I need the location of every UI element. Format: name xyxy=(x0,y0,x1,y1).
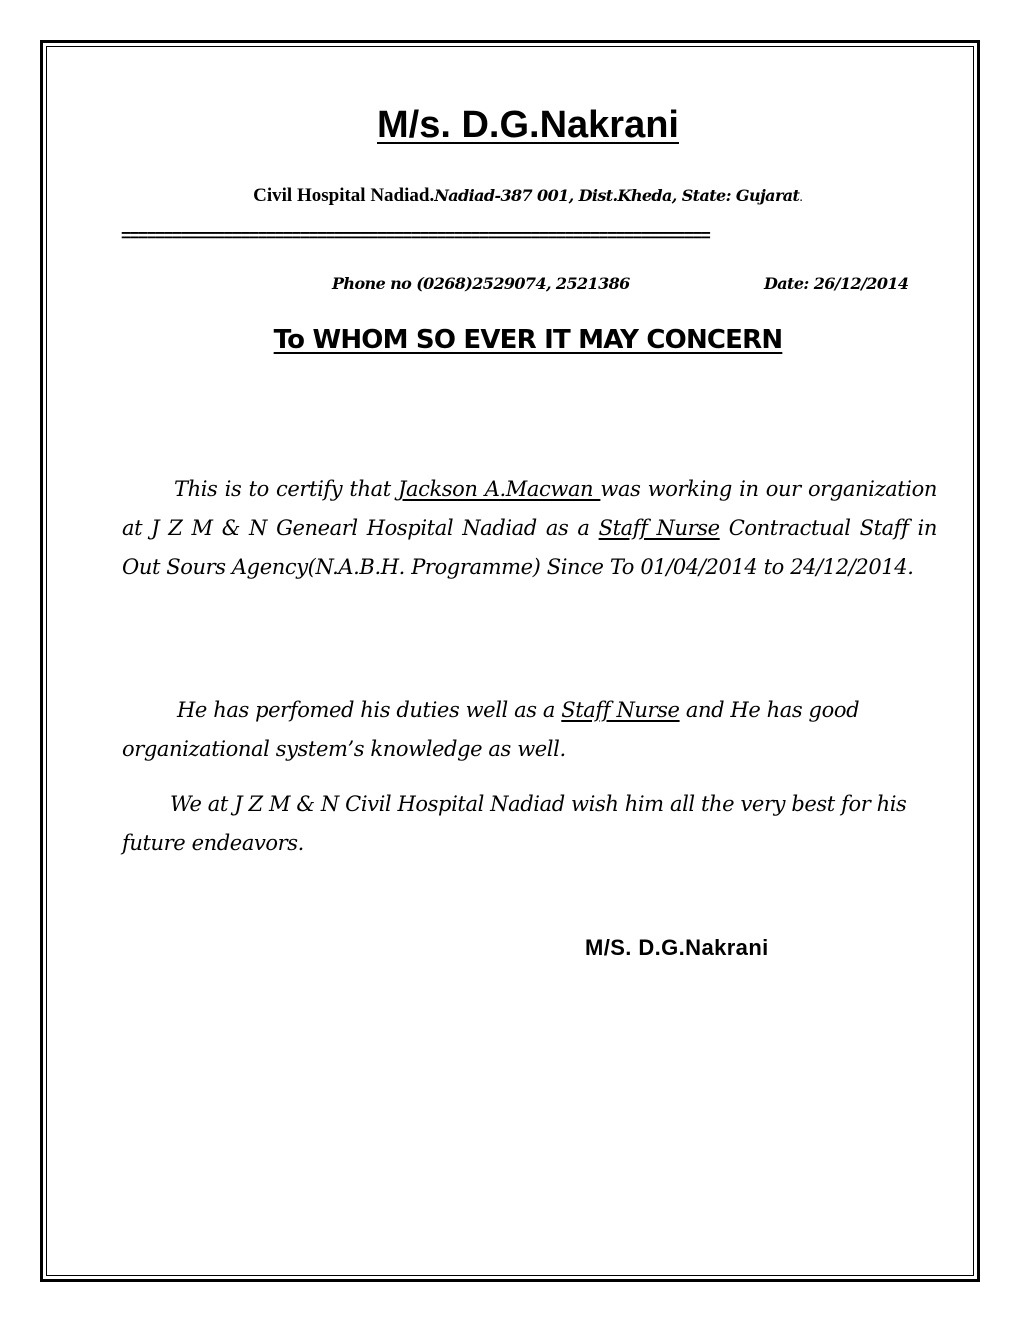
employee-name: Jackson A.Macwan xyxy=(397,477,601,501)
paragraph1-text1: This is to certify that xyxy=(174,477,398,501)
address-end: . xyxy=(799,190,803,205)
address-city: Nadiad-387 001, Dist.Kheda, State: Gujarat xyxy=(434,186,800,205)
certificate-paragraph xyxy=(122,470,937,587)
paragraph1-text2: was working in our organization at J Z M & N Genearl Hospital Nadiad as a xyxy=(122,477,937,540)
address-line xyxy=(0,184,1024,210)
duties-paragraph xyxy=(122,691,937,769)
signature-name: M/S. D.G.Nakrani xyxy=(585,935,769,960)
duties-role: Staff Nurse xyxy=(561,698,680,722)
employee-role: Staff Nurse xyxy=(598,516,720,540)
paragraph2-text1: He has perfomed his duties well as a xyxy=(177,698,562,722)
separator-line: ===================================================================== xyxy=(121,226,710,245)
phone-number: Phone no (0268)2529074, 2521386 xyxy=(332,274,630,293)
paragraph1-text3: Contractual Staff in Out Sours Agency(N.A.B.H. Programme) Since To 01/04/2014 to 24/12/2014. xyxy=(122,516,937,579)
paragraph2-text2: and He has good organizational system’s knowledge as well. xyxy=(122,698,860,761)
wishes-paragraph: We at J Z M & N Civil Hospital Nadiad wish him all the very best for his future endeavors. xyxy=(122,792,907,855)
letter-date: Date: 26/12/2014 xyxy=(764,274,909,293)
company-title: M/s. D.G.Nakrani xyxy=(377,104,679,146)
address-hospital: Civil Hospital Nadiad. xyxy=(253,185,435,206)
letter-heading: To WHOM SO EVER IT MAY CONCERN xyxy=(273,325,783,355)
